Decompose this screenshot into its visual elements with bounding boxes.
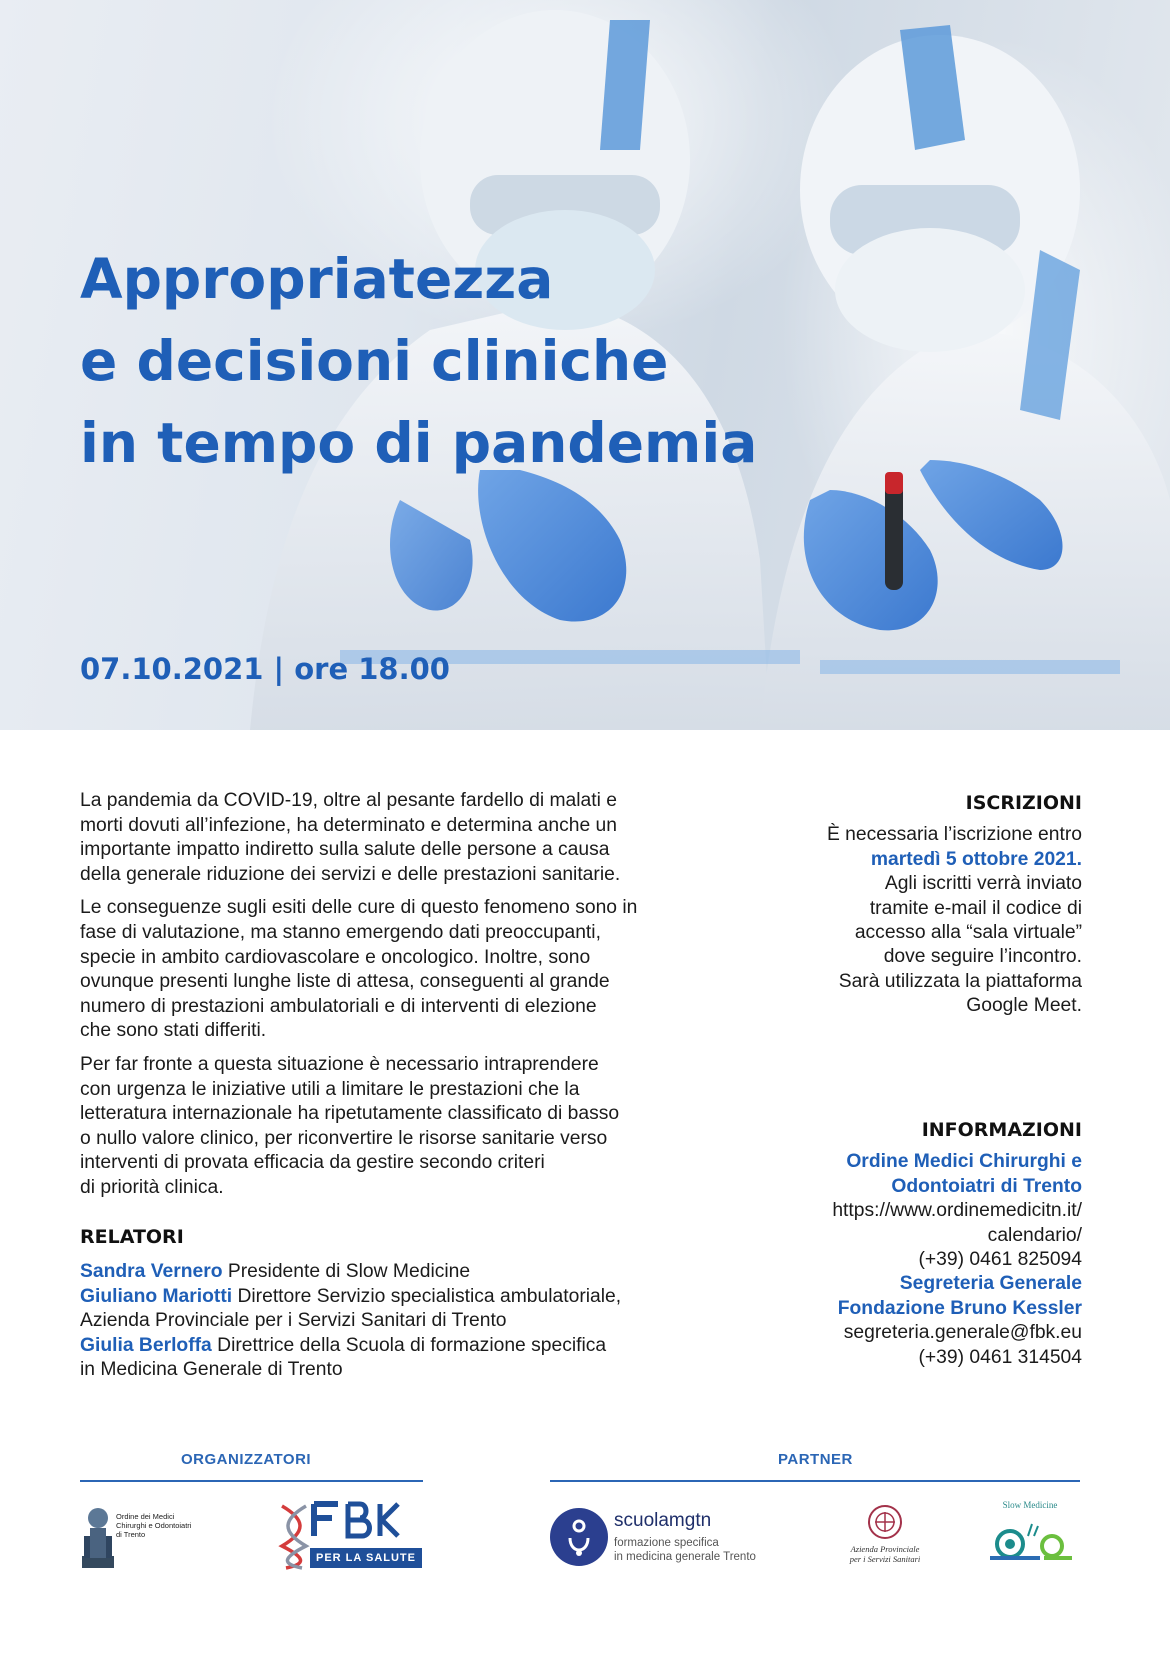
relatore-3 xyxy=(80,1334,770,1359)
phone-number: (+39) 0461 314504 xyxy=(918,1346,1082,1368)
text-line: Agli iscritti verrà inviato xyxy=(884,873,1082,895)
iscrizioni-box xyxy=(752,791,1082,1019)
iscrizioni-heading: ISCRIZIONI xyxy=(965,792,1082,814)
phone-number: (+39) 0461 825094 xyxy=(918,1249,1082,1271)
partner-label: PARTNER xyxy=(778,1451,853,1468)
apss-logo xyxy=(830,1504,940,1574)
text-line: di Trento xyxy=(116,1530,146,1539)
apss-text xyxy=(830,1544,940,1564)
org-name: Ordine Medici Chirurghi e xyxy=(846,1151,1082,1173)
text-line: specie in ambito cardiovascolare e oncologico. Inoltre, sono xyxy=(80,946,591,968)
text-line: Per far fronte a questa situazione è necessario intraprendere xyxy=(80,1053,599,1075)
relatore-2-cont: Azienda Provinciale per i Servizi Sanitari di Trento xyxy=(80,1310,507,1332)
ordine-medici-logo xyxy=(80,1496,220,1572)
text-line: numero di prestazioni ambulatoriali e di interventi di elezione xyxy=(80,995,597,1017)
relatore-name: Giulia Berloffa xyxy=(80,1334,212,1356)
dna-helix-icon xyxy=(276,1502,312,1570)
relatori-list xyxy=(80,1260,770,1383)
text-line: morti dovuti all’infezione, ha determinato e determina anche un xyxy=(80,814,617,836)
text-line: interventi di provata efficacia da gestire secondo criteri xyxy=(80,1152,545,1174)
organizzatori-label: ORGANIZZATORI xyxy=(181,1451,312,1468)
website-link[interactable]: https://www.ordinemedicitn.it/ xyxy=(832,1200,1082,1222)
org-name: Odontoiatri di Trento xyxy=(891,1175,1082,1197)
text-line: formazione specifica xyxy=(614,1537,719,1549)
relatore-role: Presidente di Slow Medicine xyxy=(222,1261,471,1282)
informazioni-heading: INFORMAZIONI xyxy=(921,1119,1082,1141)
text-line: importante impatto indiretto sulla salute delle persone a causa xyxy=(80,839,610,861)
title-line-3: in tempo di pandemia xyxy=(80,411,758,475)
text-line: che sono stati differiti. xyxy=(80,1020,267,1042)
relatori-heading: RELATORI xyxy=(80,1226,184,1248)
text-line: di priorità clinica. xyxy=(80,1176,224,1198)
relatore-name: Sandra Vernero xyxy=(80,1261,223,1282)
fbk-letters-icon xyxy=(310,1500,402,1540)
relatore-3-cont: in Medicina Generale di Trento xyxy=(80,1359,343,1381)
apss-emblem-icon xyxy=(867,1504,903,1540)
intro-text xyxy=(80,789,750,1210)
text-line: ovunque presenti lunghe liste di attesa, conseguenti al grande xyxy=(80,971,610,993)
informazioni-box xyxy=(752,1118,1082,1370)
title-line-2: e decisioni cliniche xyxy=(80,329,669,393)
registration-deadline: martedì 5 ottobre 2021. xyxy=(870,848,1082,870)
relatore-role: Direttrice della Scuola di formazione specifica xyxy=(211,1334,607,1356)
text-line: Google Meet. xyxy=(966,995,1082,1017)
email-link[interactable]: segreteria.generale@fbk.eu xyxy=(843,1322,1082,1344)
text-line: È necessaria l’iscrizione entro xyxy=(826,824,1082,846)
event-date-time: 07.10.2021 | ore 18.00 xyxy=(80,652,450,686)
relatore-name: Giuliano Mariotti xyxy=(80,1285,233,1307)
text-line: Sarà utilizzata la piattaforma xyxy=(838,970,1082,992)
scuola-tagline xyxy=(614,1536,756,1564)
ordine-logo-text xyxy=(116,1512,191,1539)
website-link-cont[interactable]: calendario/ xyxy=(987,1224,1082,1246)
org-name: Segreteria Generale xyxy=(899,1273,1082,1295)
slow-medicine-logo xyxy=(980,1500,1080,1574)
text-line: con urgenza le iniziative utili a limitare le prestazioni che la xyxy=(80,1078,580,1100)
text-line: Azienda Provinciale xyxy=(850,1544,920,1554)
text-line: dove seguire l’incontro. xyxy=(883,946,1082,968)
text-line: della generale riduzione dei servizi e delle prestazioni sanitarie. xyxy=(80,863,621,885)
snail-icon xyxy=(980,1514,1080,1566)
text-line: Ordine dei Medici xyxy=(116,1512,175,1521)
ordine-emblem-icon xyxy=(80,1498,116,1570)
text-line: Le conseguenze sugli esiti delle cure di questo fenomeno sono in xyxy=(80,897,638,919)
slow-medicine-name: Slow Medicine xyxy=(1002,1500,1058,1510)
fbk-tagline: PER LA SALUTE xyxy=(310,1548,422,1568)
stethoscope-icon xyxy=(550,1508,608,1566)
text-line: in medicina generale Trento xyxy=(614,1551,756,1563)
scuola-name: scuolamgtn xyxy=(614,1510,712,1531)
text-line: La pandemia da COVID-19, oltre al pesante fardello di malati e xyxy=(80,790,617,811)
text-line: Chirurghi e Odontoiatri xyxy=(116,1521,192,1530)
intro-paragraph-2 xyxy=(80,896,750,1044)
relatore-role: Direttore Servizio specialistica ambulatoriale, xyxy=(232,1285,622,1307)
relatore-1 xyxy=(80,1260,770,1285)
intro-paragraph-3 xyxy=(80,1053,750,1201)
relatore-2 xyxy=(80,1285,770,1310)
text-line: tramite e-mail il codice di xyxy=(869,897,1082,919)
fbk-logo xyxy=(276,1500,424,1572)
text-line: fase di valutazione, ma stanno emergendo dati preoccupanti, xyxy=(80,921,601,943)
intro-paragraph-1 xyxy=(80,789,750,887)
org-name: Fondazione Bruno Kessler xyxy=(837,1297,1082,1319)
text-line: o nullo valore clinico, per riconvertire le risorse sanitarie verso xyxy=(80,1127,608,1149)
text-line: per i Servizi Sanitari xyxy=(849,1554,921,1564)
event-title xyxy=(80,238,757,484)
text-line: letteratura internazionale ha ripetutamente classificato di basso xyxy=(80,1103,620,1125)
title-line-1: Appropriatezza xyxy=(80,247,554,311)
hero-banner xyxy=(0,0,1170,730)
organizzatori-divider xyxy=(80,1480,423,1482)
scuolamgtn-logo xyxy=(550,1508,790,1574)
text-line: accesso alla “sala virtuale” xyxy=(854,922,1082,944)
partner-divider xyxy=(550,1480,1080,1482)
